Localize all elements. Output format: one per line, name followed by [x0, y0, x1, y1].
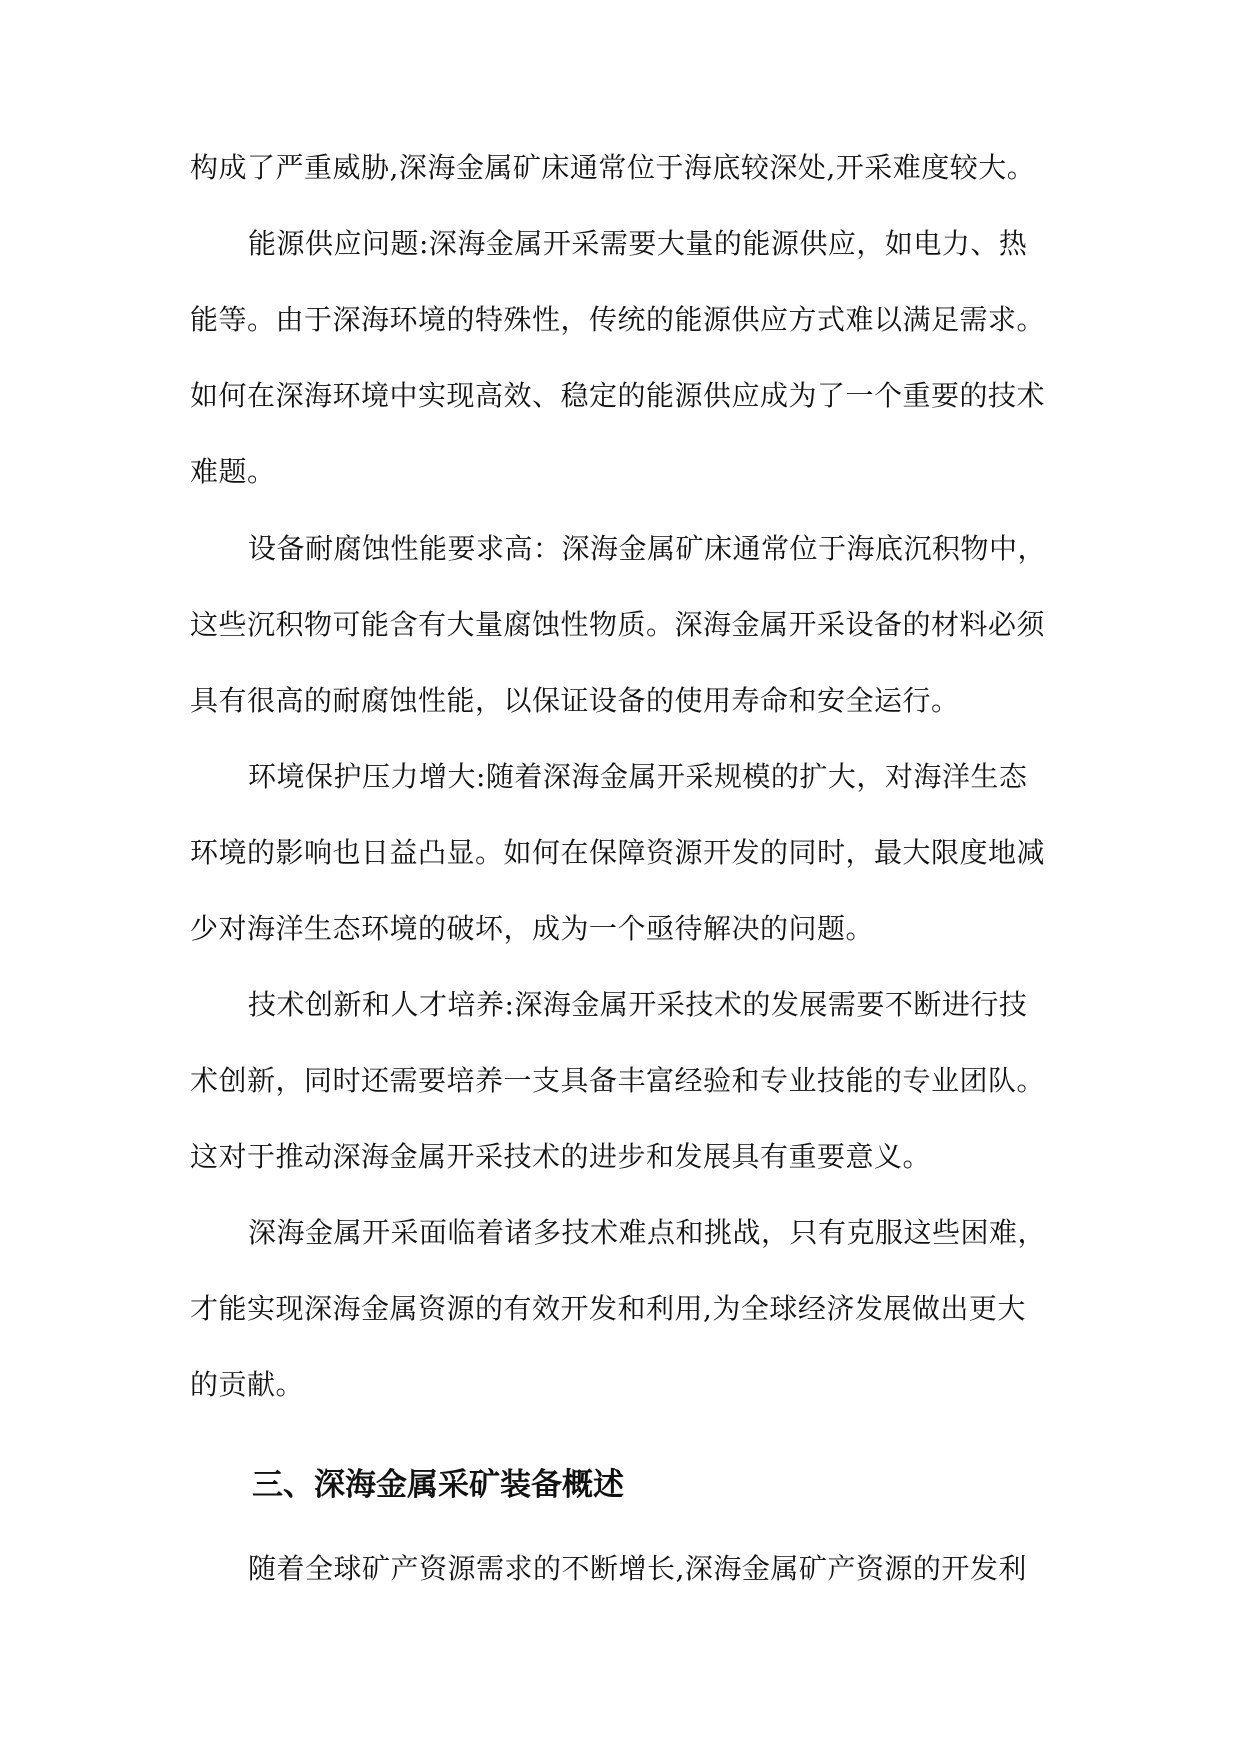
paragraph-line: 如何在深海环境中实现高效、稳定的能源供应成为了一个重要的技术	[190, 379, 1046, 412]
paragraph-line: 的贡献。	[190, 1368, 305, 1401]
paragraph-line: 术创新，同时还需要培养一支具备丰富经验和专业技能的专业团队。	[190, 1064, 1046, 1097]
paragraph-line: 能等。由于深海环境的特殊性，传统的能源供应方式难以满足需求。	[190, 303, 1046, 336]
paragraph-line: 深海金属开采面临着诸多技术难点和挑战，只有克服这些困难，	[248, 1216, 1047, 1249]
paragraph-line: 能源供应问题:深海金属开采需要大量的能源供应，如电力、热	[248, 227, 1028, 260]
paragraph-line: 这对于推动深海金属开采技术的进步和发展具有重要意义。	[190, 1140, 932, 1173]
paragraph-line: 随着全球矿产资源需求的不断增长,深海金属矿产资源的开发利	[248, 1552, 1027, 1585]
paragraph-line: 少对海洋生态环境的破坏，成为一个亟待解决的问题。	[190, 912, 875, 945]
paragraph-line: 才能实现深海金属资源的有效开发和利用,为全球经济发展做出更大	[190, 1292, 1026, 1325]
paragraph-line: 难题。	[190, 455, 276, 488]
paragraph-line: 设备耐腐蚀性能要求高：深海金属矿床通常位于海底沉积物中，	[248, 532, 1047, 565]
paragraph-line: 构成了严重威胁,深海金属矿床通常位于海底较深处,开采难度较大。	[190, 151, 1036, 184]
paragraph-line: 技术创新和人才培养:深海金属开采技术的发展需要不断进行技	[248, 988, 1028, 1021]
section-heading: 三、深海金属采矿装备概述	[252, 1467, 624, 1503]
paragraph-line: 这些沉积物可能含有大量腐蚀性物质。深海金属开采设备的材料必须	[190, 608, 1046, 641]
paragraph-line: 具有很高的耐腐蚀性能，以保证设备的使用寿命和安全运行。	[190, 684, 960, 717]
paragraph-line: 环境保护压力增大:随着深海金属开采规模的扩大，对海洋生态	[248, 760, 1028, 793]
paragraph-line: 环境的影响也日益凸显。如何在保障资源开发的同时，最大限度地减	[190, 836, 1046, 869]
